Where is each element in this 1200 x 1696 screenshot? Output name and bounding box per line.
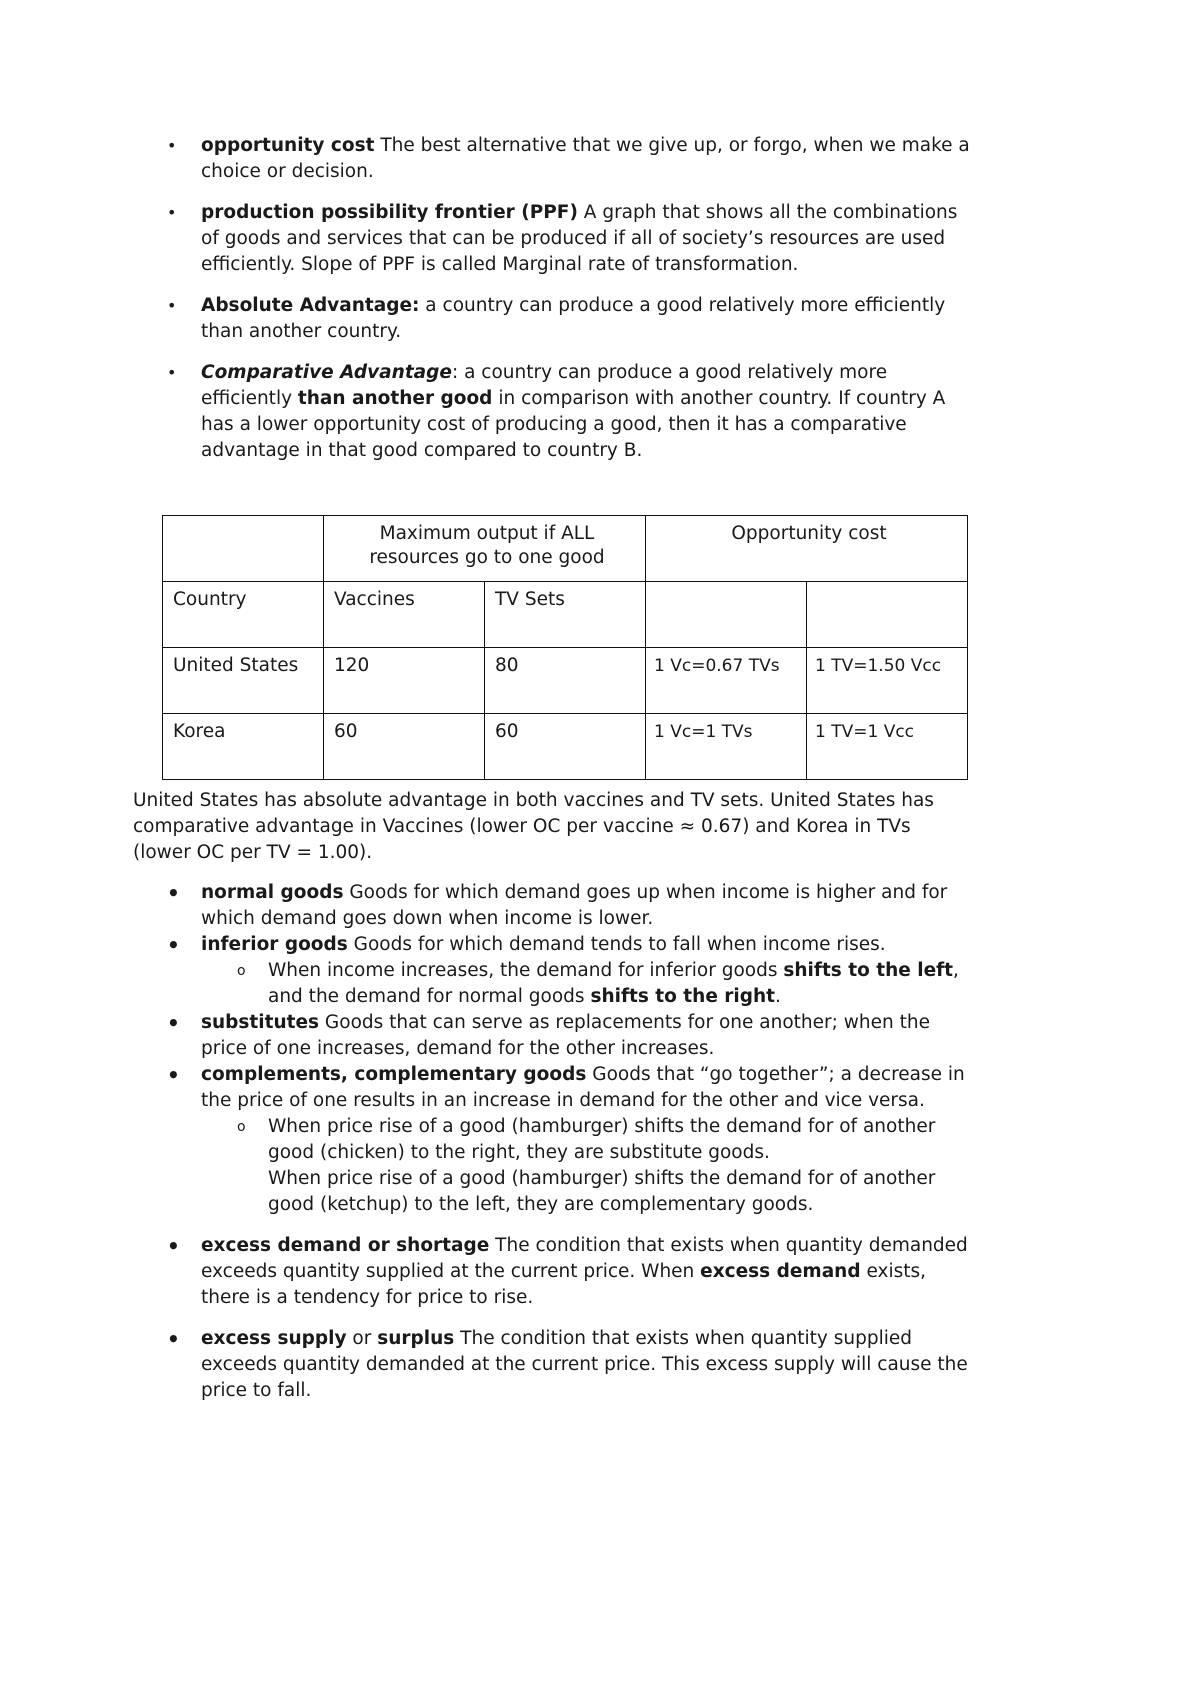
col-country: Country: [163, 582, 324, 648]
bullet-icon: •: [167, 1327, 180, 1351]
table-row: [163, 582, 968, 648]
table-cell: [646, 582, 807, 648]
list-item: [165, 1233, 975, 1311]
list-item: [165, 880, 975, 932]
table-row: [163, 714, 968, 780]
text: When price rise of a good (hamburger) shifts the demand for of another good (ketchup) to the left, they are complementary goods.: [268, 1168, 936, 1215]
definition: Goods for which demand goes up when income is higher and for which demand goes down when income is lower.: [201, 882, 948, 929]
oc-vaccine-cell: 1 Vc=0.67 TVs: [646, 648, 807, 714]
text: , and the demand for normal goods: [268, 960, 959, 1007]
comparison-table: [162, 515, 968, 780]
list-item: [165, 360, 975, 464]
bullet-icon: •: [167, 1011, 180, 1035]
definition: A graph that shows all the combinations of goods and services that can be produced if all of society’s resources are used efficiently. Slope of PPF is called Marginal rate of transformation.: [201, 202, 958, 275]
text: When price rise of a good (hamburger) shifts the demand for of another good (chicken) to the right, they are substitute goods.: [268, 1116, 936, 1163]
sub-item: [165, 1114, 975, 1218]
definition: Goods that “go together”; a decrease in the price of one results in an increase in demand for the other and vice versa.: [201, 1064, 965, 1111]
term: surplus: [377, 1328, 455, 1349]
definition: Goods for which demand tends to fall when income rises.: [347, 934, 886, 955]
definition: in comparison with another country. If country A has a lower opportunity cost of producing a good, then it has a comparative advantage in that good compared to country B.: [201, 388, 946, 461]
col-tv-sets: TV Sets: [485, 582, 646, 648]
definition: The condition that exists when quantity supplied exceeds quantity demanded at the current price. This excess supply will cause the price to fall.: [201, 1328, 968, 1401]
term: Absolute Advantage:: [201, 295, 420, 316]
emphasis: shifts to the right: [590, 986, 776, 1007]
oc-vaccine-cell: 1 Vc=1 TVs: [646, 714, 807, 780]
text: or: [346, 1328, 378, 1349]
bullet-icon: •: [167, 136, 177, 155]
oc-tv-cell: 1 TV=1.50 Vcc: [807, 648, 968, 714]
emphasis: than another good: [297, 388, 493, 409]
definition: exists, there is a tendency for price to rise.: [201, 1261, 927, 1308]
definition: Goods that can serve as replacements for one another; when the price of one increases, demand for the other increases.: [201, 1012, 930, 1059]
term: production possibility frontier (PPF): [201, 202, 578, 223]
bullet-icon: •: [167, 933, 180, 957]
tv-sets-cell: 60: [485, 714, 646, 780]
sub-bullet-icon: o: [237, 1119, 246, 1135]
term: substitutes: [201, 1012, 320, 1033]
list-item: [165, 133, 975, 185]
term: complements, complementary goods: [201, 1064, 587, 1085]
list-item: [165, 932, 975, 1010]
bullet-icon: •: [167, 881, 180, 905]
definition: The best alternative that we give up, or forgo, when we make a choice or decision.: [201, 135, 970, 182]
bullet-icon: •: [167, 1234, 180, 1258]
table-cell: [807, 582, 968, 648]
term: normal goods: [201, 882, 344, 903]
list-item: [165, 293, 975, 345]
term: Comparative Advantage: [201, 362, 452, 383]
definitions-list: [165, 133, 975, 479]
header-opportunity-cost: Opportunity cost: [646, 516, 968, 582]
term: excess supply: [201, 1328, 347, 1349]
term: opportunity cost: [201, 135, 375, 156]
table-row: [163, 648, 968, 714]
list-item: [165, 1010, 975, 1062]
bullet-icon: •: [167, 363, 177, 382]
list-item: [165, 1062, 975, 1218]
sub-item: [165, 958, 975, 1010]
emphasis: shifts to the left: [783, 960, 954, 981]
country-cell: Korea: [163, 714, 324, 780]
text: .: [775, 986, 781, 1007]
list-item: [165, 200, 975, 278]
definition: a country can produce a good relatively more efficiently than another country.: [201, 295, 946, 342]
definition: : a country can produce a good relatively more efficiently: [201, 362, 888, 409]
goods-list: [165, 880, 975, 1404]
term: inferior goods: [201, 934, 348, 955]
bullet-icon: •: [167, 1063, 180, 1087]
table-row: [163, 516, 968, 582]
country-cell: United States: [163, 648, 324, 714]
col-vaccines: Vaccines: [324, 582, 485, 648]
vaccines-cell: 60: [324, 714, 485, 780]
text: When income increases, the demand for inferior goods: [268, 960, 784, 981]
sub-bullet-icon: o: [237, 963, 246, 979]
definition: The condition that exists when quantity demanded exceeds quantity supplied at the current price. When: [201, 1235, 968, 1282]
summary-paragraph: United States has absolute advantage in both vaccines and TV sets. United States has comparative advantage in Vaccines (lower OC per vaccine ≈ 0.67) and Korea in TVs (lower OC per TV = 1.00).: [133, 790, 934, 863]
vaccines-cell: 120: [324, 648, 485, 714]
list-item: [165, 1326, 975, 1404]
table-cell: [163, 516, 324, 582]
oc-tv-cell: 1 TV=1 Vcc: [807, 714, 968, 780]
bullet-icon: •: [167, 296, 177, 315]
bullet-icon: •: [167, 203, 177, 222]
tv-sets-cell: 80: [485, 648, 646, 714]
header-max-output: Maximum output if ALL resources go to one good: [324, 516, 646, 582]
emphasis: excess demand: [700, 1261, 861, 1282]
term: excess demand or shortage: [201, 1235, 490, 1256]
